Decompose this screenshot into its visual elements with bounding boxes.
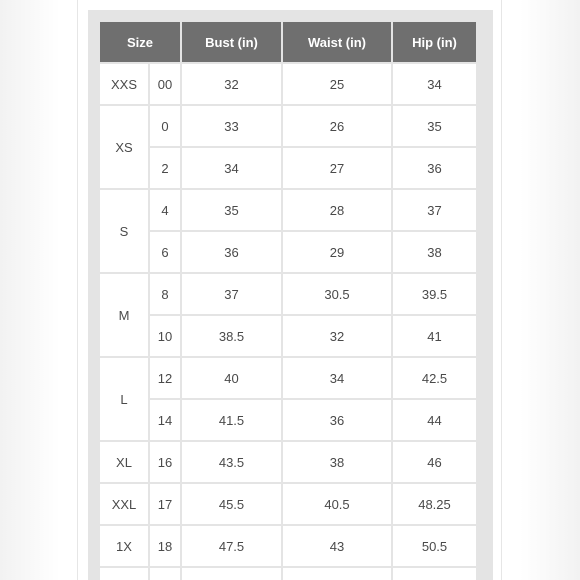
bust-cell: 36 [182,232,281,272]
header-size: Size [100,22,180,62]
letter-size-cell: XXS [100,64,148,104]
hip-cell: 38 [393,232,476,272]
bust-cell: 40 [182,358,281,398]
table-row [100,316,476,356]
waist-cell: 27 [283,148,391,188]
waist-cell: 30.5 [283,274,391,314]
header-hip: Hip (in) [393,22,476,62]
header-row [100,22,476,62]
waist-cell: 34 [283,358,391,398]
hip-cell: 36 [393,148,476,188]
bust-cell: 41.5 [182,400,281,440]
bust-cell: 38.5 [182,316,281,356]
hip-cell: 50.5 [393,526,476,566]
numeric-size-cell [150,568,180,580]
numeric-size-cell: 12 [150,358,180,398]
table-row [100,190,476,230]
letter-size-cell: XXL [100,484,148,524]
letter-size-cell: XS [100,106,148,188]
bust-cell: 34 [182,148,281,188]
numeric-size-cell: 4 [150,190,180,230]
waist-cell: 38 [283,442,391,482]
hip-cell: 39.5 [393,274,476,314]
bust-cell: 32 [182,64,281,104]
bust-cell: 47.5 [182,526,281,566]
bust-cell: 43.5 [182,442,281,482]
letter-size-cell: M [100,274,148,356]
hip-cell: 48.25 [393,484,476,524]
numeric-size-cell: 14 [150,400,180,440]
table-row [100,484,476,524]
waist-cell: 29 [283,232,391,272]
left-background-shade [0,0,60,580]
table-row-partial [100,568,476,580]
header-waist: Waist (in) [283,22,391,62]
numeric-size-cell: 2 [150,148,180,188]
letter-size-cell: S [100,190,148,272]
waist-cell: 26 [283,106,391,146]
table-row [100,526,476,566]
size-chart-table [98,20,478,580]
waist-cell: 36 [283,400,391,440]
table-row [100,442,476,482]
waist-cell: 32 [283,316,391,356]
letter-size-cell [100,568,148,580]
table-row [100,274,476,314]
table-row [100,232,476,272]
waist-cell: 25 [283,64,391,104]
right-background-shade [520,0,580,580]
table-row [100,106,476,146]
bust-cell: 45.5 [182,484,281,524]
numeric-size-cell: 6 [150,232,180,272]
numeric-size-cell: 18 [150,526,180,566]
hip-cell: 37 [393,190,476,230]
numeric-size-cell: 0 [150,106,180,146]
numeric-size-cell: 10 [150,316,180,356]
table-row [100,64,476,104]
hip-cell: 41 [393,316,476,356]
hip-cell: 42.5 [393,358,476,398]
numeric-size-cell: 8 [150,274,180,314]
hip-cell: 34 [393,64,476,104]
bust-cell: 37 [182,274,281,314]
numeric-size-cell: 16 [150,442,180,482]
letter-size-cell: L [100,358,148,440]
waist-cell [283,568,391,580]
table-row [100,148,476,188]
hip-cell: 46 [393,442,476,482]
numeric-size-cell: 17 [150,484,180,524]
hip-cell: 44 [393,400,476,440]
letter-size-cell: 1X [100,526,148,566]
table-row [100,400,476,440]
letter-size-cell: XL [100,442,148,482]
bust-cell [182,568,281,580]
bust-cell: 35 [182,190,281,230]
waist-cell: 28 [283,190,391,230]
bust-cell: 33 [182,106,281,146]
waist-cell: 40.5 [283,484,391,524]
hip-cell [393,568,476,580]
table-row [100,358,476,398]
waist-cell: 43 [283,526,391,566]
numeric-size-cell: 00 [150,64,180,104]
header-bust: Bust (in) [182,22,281,62]
hip-cell: 35 [393,106,476,146]
